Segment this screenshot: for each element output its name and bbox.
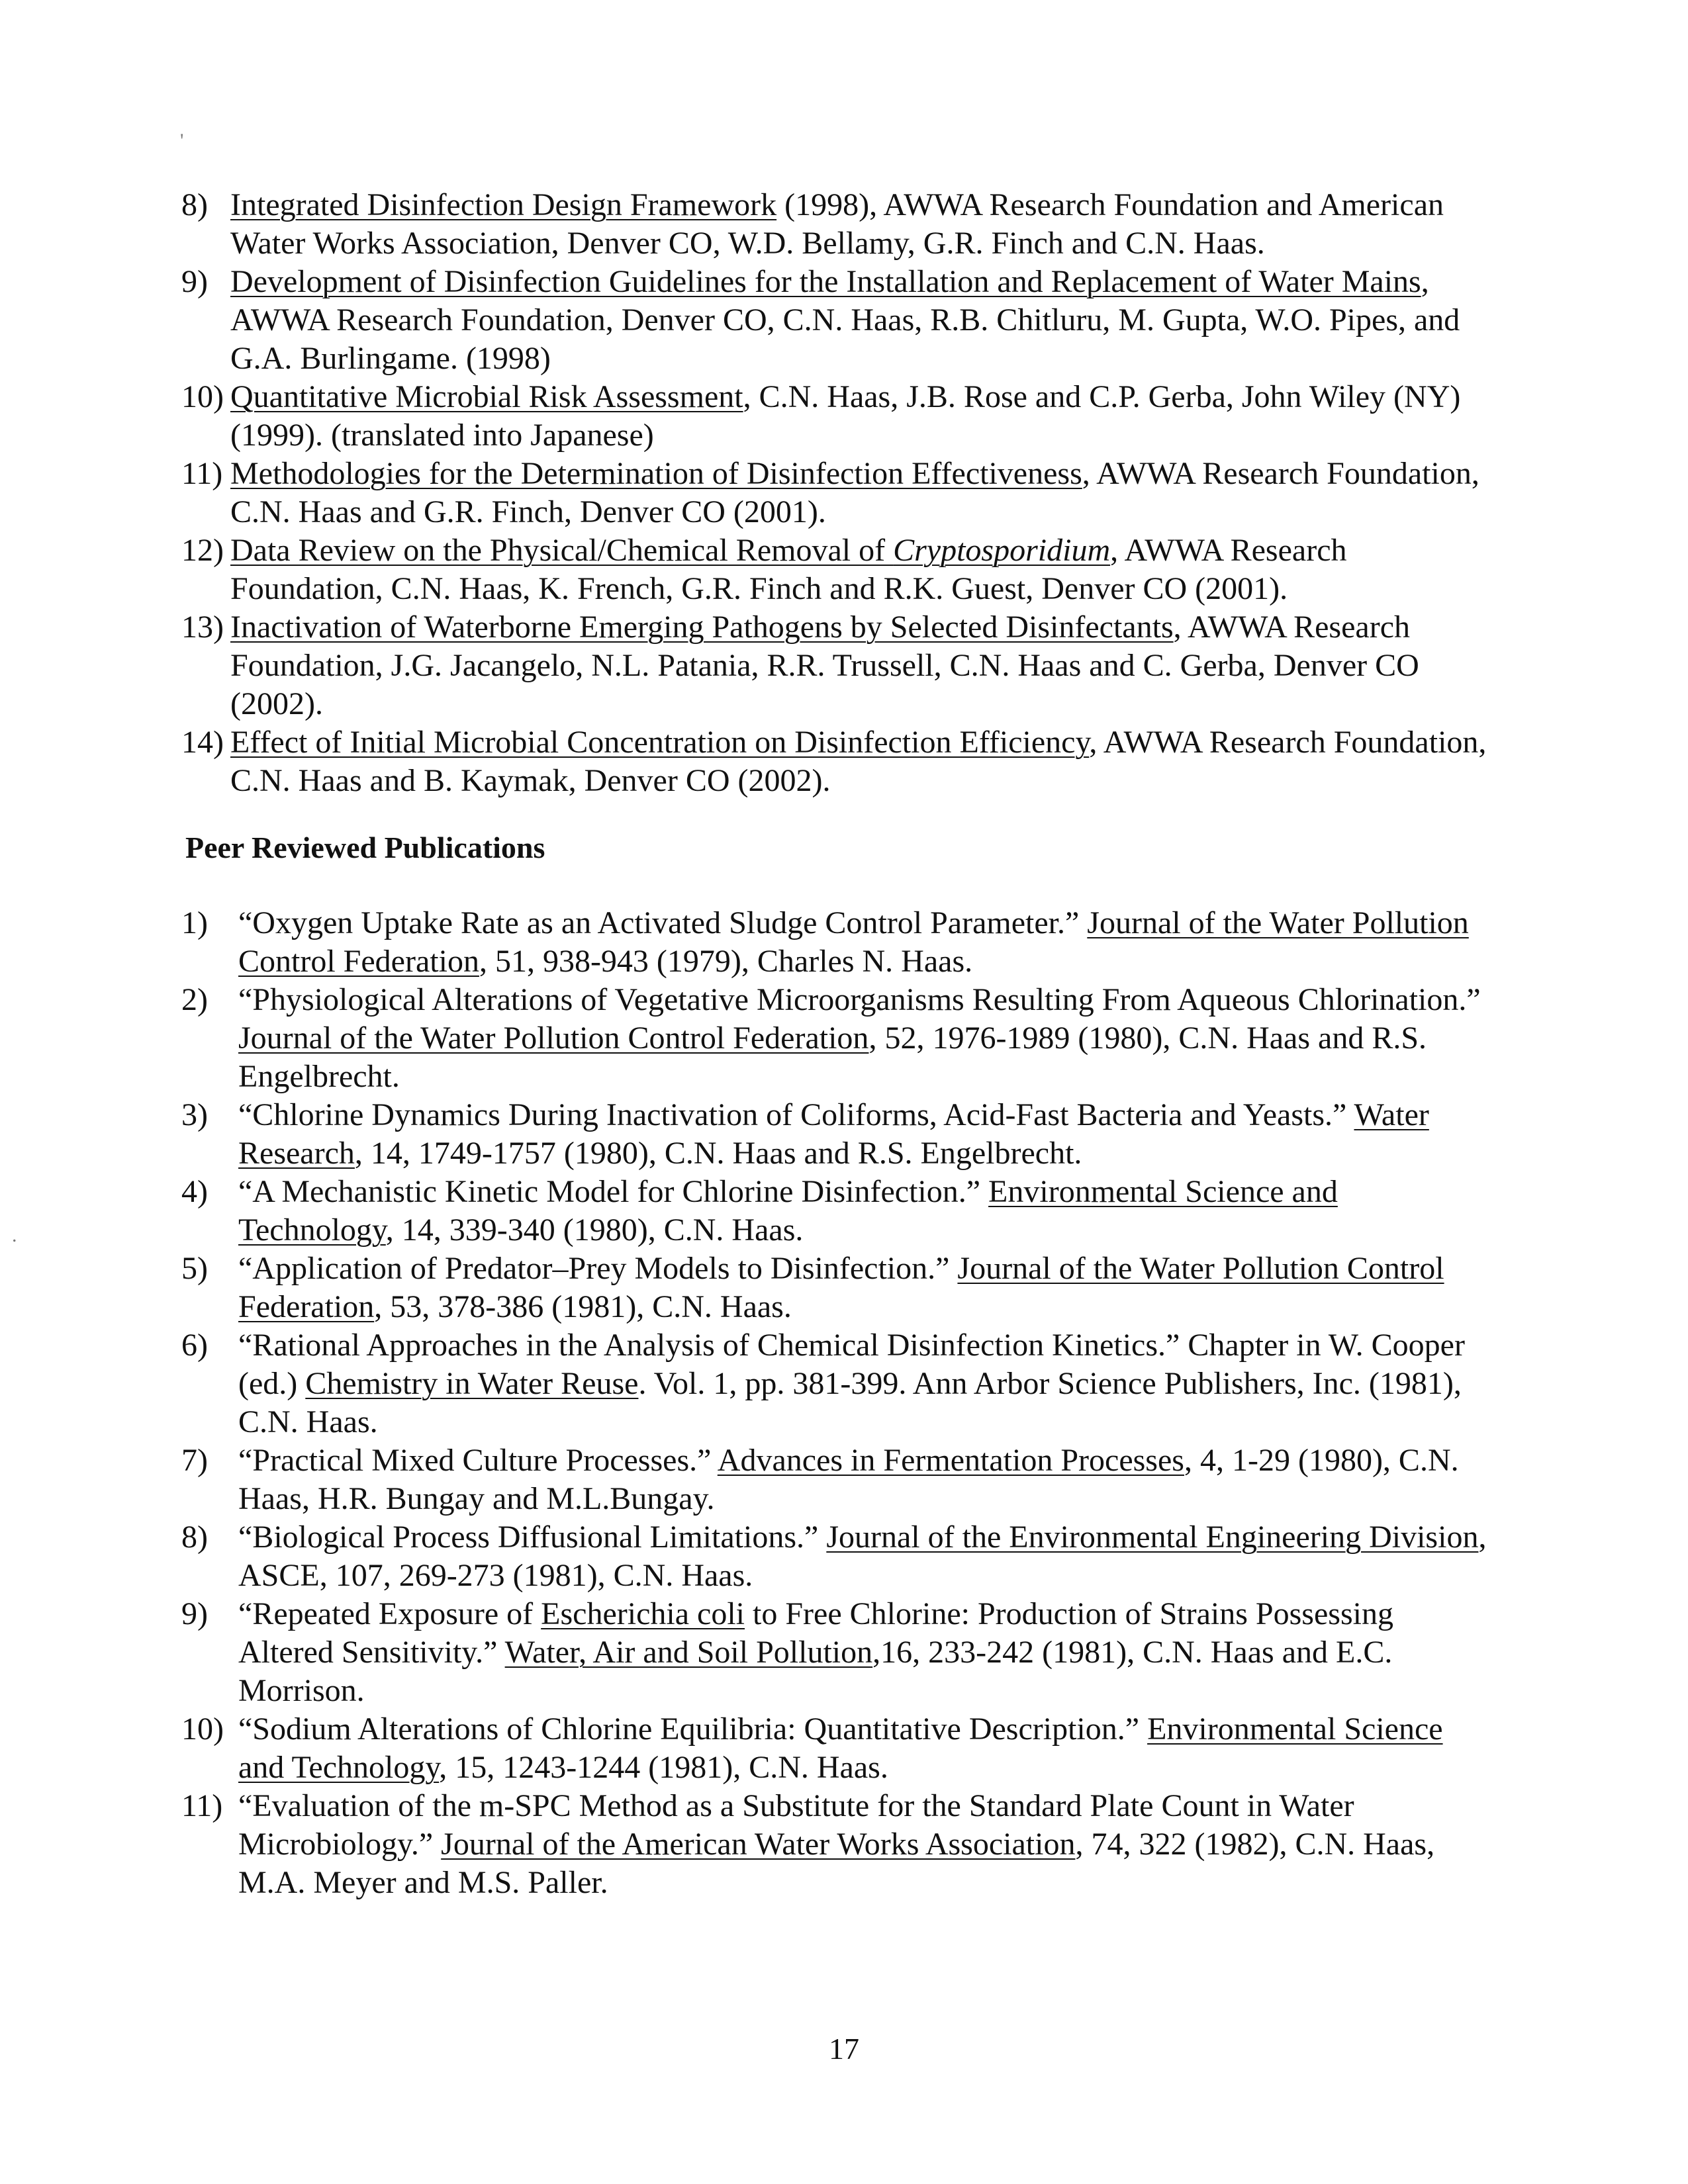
entry-title: Integrated Disinfection Design Framework [230, 187, 777, 222]
scan-speck: . [12, 1224, 17, 1246]
entry-title: Chemistry in Water Reuse [305, 1366, 639, 1401]
entry-text: “Rational Approaches in the Analysis of Chemical Disinfection Kinetics.” Chapter in W. Cooper (ed.) [238, 1328, 1465, 1401]
entry-text: , C.N. Haas, J.B. Rose and C.P. Gerba, John Wiley (NY) (1999). (translated into Japanese) [230, 379, 1461, 453]
entry-number: 5) [181, 1251, 208, 1286]
entry-number: 12) [181, 533, 224, 568]
entry-text: “Repeated Exposure of [238, 1596, 541, 1631]
report-entry [181, 723, 1492, 800]
entry-number: 14) [181, 725, 224, 760]
entry-title: Journal of the Water Pollution Control Federation [238, 905, 1469, 979]
entry-title: Data Review on the Physical/Chemical Removal of [230, 533, 894, 568]
entry-text: , ASCE, 107, 269-273 (1981), C.N. Haas. [238, 1520, 1487, 1593]
entry-number: 3) [181, 1097, 208, 1132]
publication-entry [181, 1710, 1492, 1787]
entry-text: “Biological Process Diffusional Limitations.” [238, 1520, 827, 1555]
entry-title: Journal of the Water Pollution Control Federation [238, 1251, 1444, 1324]
entry-text: , 14, 339-340 (1980), C.N. Haas. [385, 1212, 804, 1248]
publication-entry [181, 904, 1492, 981]
entry-text: “Physiological Alterations of Vegetative Microorganisms Resulting From Aqueous Chlorination.” [238, 982, 1481, 1017]
section-heading-peer-reviewed: Peer Reviewed Publications [185, 831, 545, 864]
entry-text: “Sodium Alterations of Chlorine Equilibria: Quantitative Description.” [238, 1711, 1148, 1747]
publication-entry [181, 1441, 1492, 1518]
entry-text: (1998), AWWA Research Foundation and American Water Works Association, Denver CO, W.D. Bellamy, G.R. Finch and C.N. Haas. [230, 187, 1444, 261]
entry-text: , 52, 1976-1989 (1980), C.N. Haas and R.S. Engelbrecht. [238, 1021, 1427, 1094]
entry-number: 11) [181, 1788, 223, 1823]
entry-text: , AWWA Research Foundation, Denver CO, C.N. Haas, R.B. Chitluru, M. Gupta, W.O. Pipes, and G.A. Burlingame. (1998) [230, 264, 1460, 376]
entry-number: 8) [181, 187, 208, 222]
publication-entry [181, 1595, 1492, 1710]
scan-speck: ' [180, 130, 184, 152]
entry-text: , AWWA Research Foundation, C.N. Haas, K. French, G.R. Finch and R.K. Guest, Denver CO (2001). [230, 533, 1347, 606]
entry-title: Escherichia coli [541, 1596, 745, 1631]
entry-number: 6) [181, 1328, 208, 1363]
entry-title: Cryptosporidium [893, 533, 1111, 568]
publication-entry [181, 1787, 1492, 1902]
entry-title: Journal of the American Water Works Association [441, 1827, 1076, 1862]
publication-entry [181, 1173, 1492, 1250]
report-entry [181, 378, 1492, 455]
entry-title: Water, Air and Soil Pollution [504, 1635, 873, 1670]
entry-text: , 4, 1-29 (1980), C.N. Haas, H.R. Bungay and M.L.Bungay. [238, 1443, 1459, 1516]
entry-text: , 15, 1243-1244 (1981), C.N. Haas. [439, 1750, 888, 1785]
entry-text: , AWWA Research Foundation, J.G. Jacangelo, N.L. Patania, R.R. Trussell, C.N. Haas and C. Gerba, Denver CO (2002). [230, 610, 1419, 721]
report-entry [181, 531, 1492, 608]
entry-text: . Vol. 1, pp. 381-399. Ann Arbor Science Publishers, Inc. (1981), C.N. Haas. [238, 1366, 1462, 1439]
entry-text: “Chlorine Dynamics During Inactivation of Coliforms, Acid-Fast Bacteria and Yeasts.” [238, 1097, 1354, 1132]
entry-text: “Evaluation of the m-SPC Method as a Substitute for the Standard Plate Count in Water Microbiology.” [238, 1788, 1354, 1862]
entry-text: , AWWA Research Foundation, C.N. Haas and G.R. Finch, Denver CO (2001). [230, 456, 1479, 529]
entry-number: 13) [181, 610, 224, 645]
publication-entry [181, 1518, 1492, 1595]
entry-text: “Oxygen Uptake Rate as an Activated Sludge Control Parameter.” [238, 905, 1088, 940]
entry-number: 10) [181, 1711, 224, 1747]
entry-text: “A Mechanistic Kinetic Model for Chlorine Disinfection.” [238, 1174, 989, 1209]
publications-list [181, 904, 1492, 1902]
entry-number: 9) [181, 1596, 208, 1631]
entry-text: , 74, 322 (1982), C.N. Haas, M.A. Meyer and M.S. Paller. [238, 1827, 1435, 1900]
report-entry [181, 608, 1492, 723]
publication-entry [181, 1096, 1492, 1173]
page-number: 17 [829, 2032, 859, 2066]
entry-number: 1) [181, 905, 208, 940]
reports-list [181, 186, 1492, 800]
entry-title: Quantitative Microbial Risk Assessment [230, 379, 743, 414]
report-entry [181, 263, 1492, 378]
entry-number: 10) [181, 379, 224, 414]
entry-text: to Free Chlorine: Production of Strains Possessing Altered Sensitivity.” [238, 1596, 1393, 1670]
publication-entry [181, 1250, 1492, 1326]
entry-title: Effect of Initial Microbial Concentration on Disinfection Efficiency [230, 725, 1090, 760]
entry-title: Water Research [238, 1097, 1429, 1171]
report-entry [181, 186, 1492, 263]
entry-text: , 53, 378-386 (1981), C.N. Haas. [374, 1289, 792, 1324]
entry-title: Environmental Science and Technology [238, 1711, 1443, 1785]
entry-title: Advances in Fermentation Processes [717, 1443, 1184, 1478]
entry-title: Development of Disinfection Guidelines for the Installation and Replacement of Water Mains [230, 264, 1421, 299]
entry-text: ,16, 233-242 (1981), C.N. Haas and E.C. Morrison. [238, 1635, 1393, 1708]
entry-text: “Application of Predator–Prey Models to Disinfection.” [238, 1251, 958, 1286]
entry-number: 7) [181, 1443, 208, 1478]
publication-entry [181, 1326, 1492, 1441]
entry-title: Journal of the Environmental Engineering Division [826, 1520, 1479, 1555]
entry-number: 8) [181, 1520, 208, 1555]
report-entry [181, 455, 1492, 531]
entry-title: Environmental Science and Technology [238, 1174, 1338, 1248]
entry-title: Methodologies for the Determination of Disinfection Effectiveness [230, 456, 1082, 491]
entry-number: 9) [181, 264, 208, 299]
publication-entry [181, 981, 1492, 1096]
entry-text: , 51, 938-943 (1979), Charles N. Haas. [479, 944, 973, 979]
entry-text: “Practical Mixed Culture Processes.” [238, 1443, 718, 1478]
entry-number: 11) [181, 456, 223, 491]
entry-title: Journal of the Water Pollution Control Federation [238, 1021, 869, 1056]
entry-number: 2) [181, 982, 208, 1017]
entry-text: , 14, 1749-1757 (1980), C.N. Haas and R.S. Engelbrecht. [354, 1136, 1082, 1171]
entry-title: Inactivation of Waterborne Emerging Pathogens by Selected Disinfectants [230, 610, 1174, 645]
entry-text: , AWWA Research Foundation, C.N. Haas and B. Kaymak, Denver CO (2002). [230, 725, 1487, 798]
entry-number: 4) [181, 1174, 208, 1209]
